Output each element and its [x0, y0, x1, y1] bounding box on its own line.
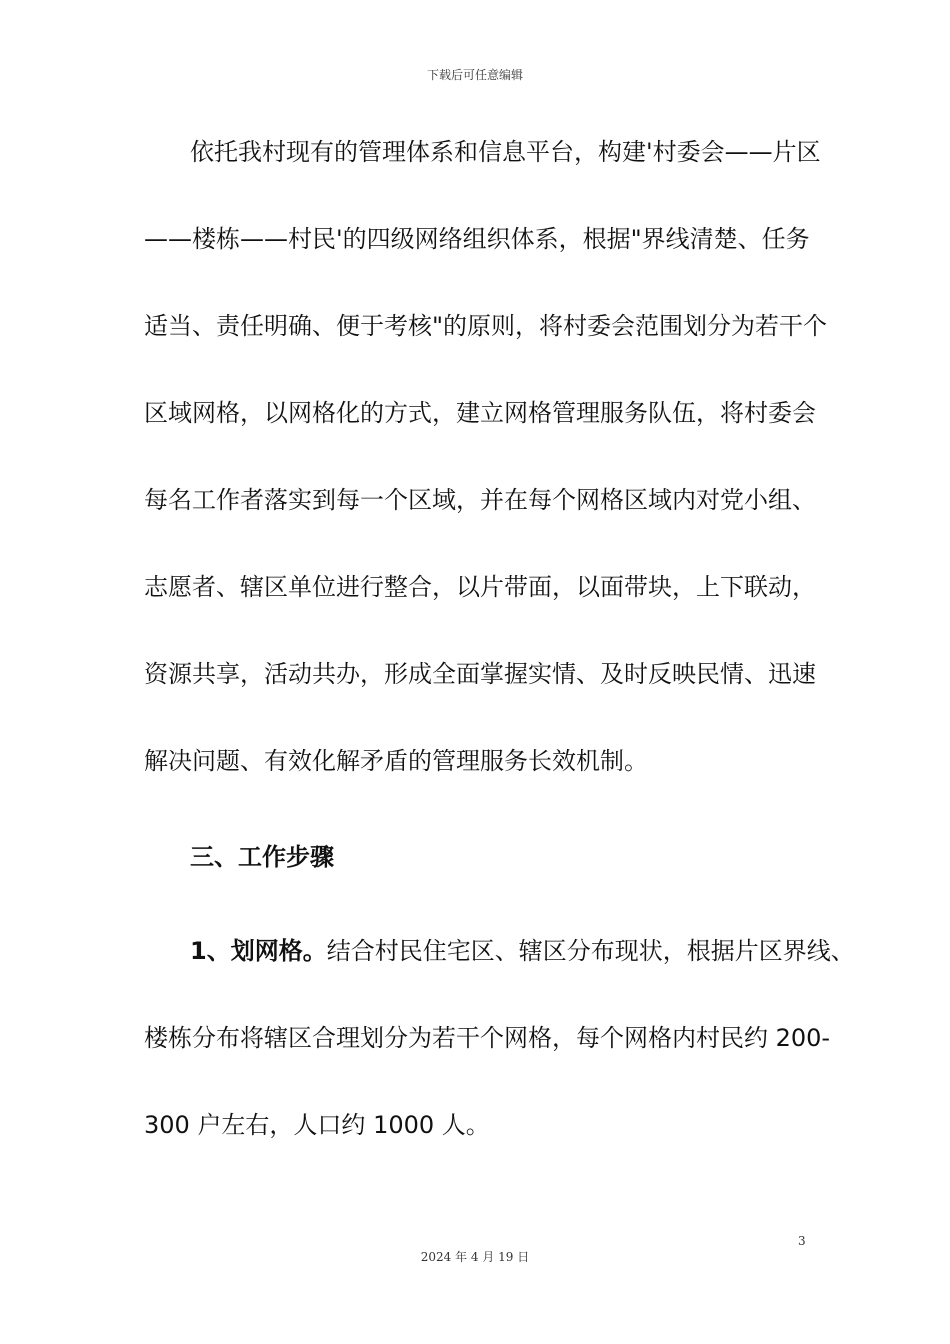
footer-date: 2024 年 4 月 19 日 [420, 1250, 530, 1264]
step-title: 1、划网格。 [190, 937, 327, 965]
step-text: 结合村民住宅区、辖区分布现状，根据片区界线、 [326, 937, 855, 965]
paragraph-line: 依托我村现有的管理体系和信息平台，构建'村委会——片区 [190, 138, 821, 166]
paragraph-line: 资源共享，活动共办，形成全面掌握实情、及时反映民情、迅速 [144, 660, 816, 688]
paragraph-line: 适当、责任明确、便于考核"的原则，将村委会范围划分为若干个 [144, 312, 828, 340]
paragraph-line: 解决问题、有效化解矛盾的管理服务长效机制。 [144, 747, 648, 775]
paragraph-line: 300 户左右，人口约 1000 人。 [144, 1111, 490, 1139]
paragraph-line [190, 937, 862, 966]
paragraph-line: ——楼栋——村民'的四级网络组织体系，根据"界线清楚、任务 [144, 225, 810, 253]
paragraph-line: 区域网格，以网格化的方式，建立网格管理服务队伍，将村委会 [144, 399, 816, 427]
paragraph-line: 每名工作者落实到每一个区域，并在每个网格区域内对党小组、 [144, 486, 816, 514]
paragraph-line: 楼栋分布将辖区合理划分为若干个网格，每个网格内村民约 200- [144, 1024, 831, 1052]
section-heading: 三、工作步骤 [190, 843, 334, 871]
paragraph-line: 志愿者、辖区单位进行整合，以片带面，以面带块，上下联动， [144, 573, 816, 601]
page-number: 3 [798, 1234, 806, 1248]
header-note: 下载后可任意编辑 [426, 68, 523, 82]
